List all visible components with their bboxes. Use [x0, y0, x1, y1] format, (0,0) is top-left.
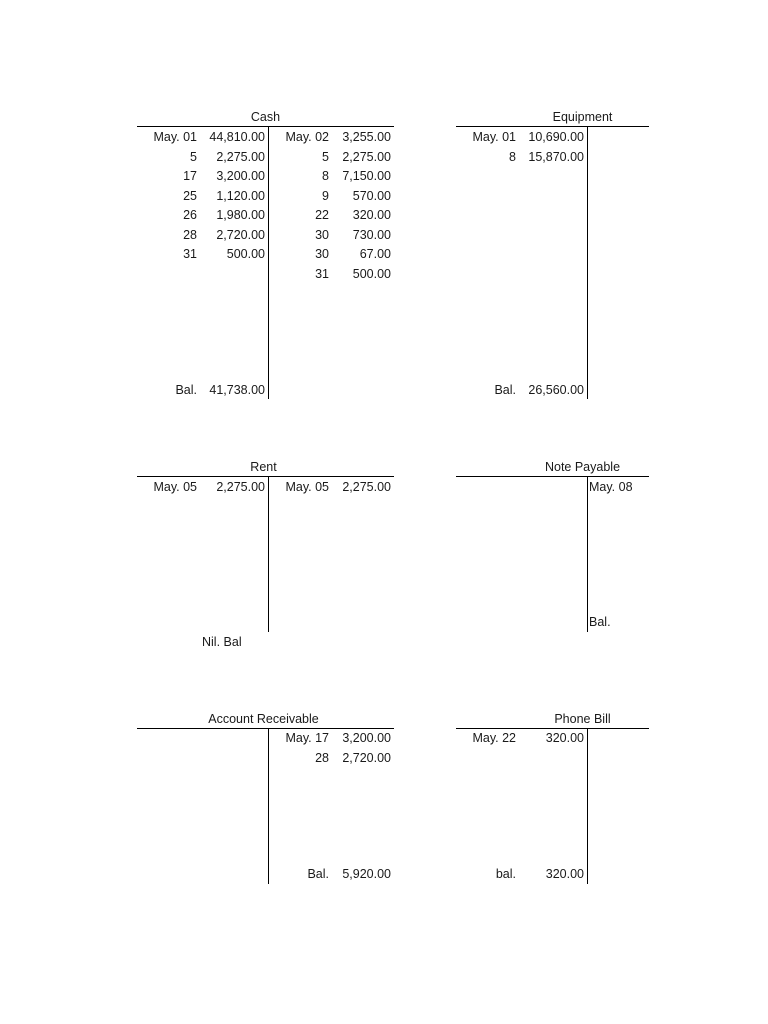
credit-date: May. 05 [285, 480, 329, 494]
t-account-account-receivable [137, 711, 394, 886]
balance-label: Bal. [494, 383, 516, 397]
account-title: Equipment [552, 110, 613, 124]
t-account-center-rule [587, 729, 588, 884]
t-account-top-rule [456, 476, 649, 477]
debit-date: May. 01 [472, 130, 516, 144]
t-account-center-rule [268, 127, 269, 399]
balance-amount: 26,560.00 [528, 383, 584, 397]
credit-amount: 7,150.00 [342, 169, 391, 183]
t-account-center-rule [587, 127, 588, 399]
t-account-center-rule [268, 477, 269, 632]
t-account-note-payable [456, 459, 649, 634]
balance-amount: 41,738.00 [209, 383, 265, 397]
debit-amount: 2,275.00 [216, 149, 265, 164]
credit-date: May. 17 [285, 731, 329, 745]
t-account-rent [137, 459, 394, 634]
credit-date: 9 [322, 188, 329, 203]
credit-amount: 3,200.00 [342, 731, 391, 745]
credit-date: 5 [322, 149, 329, 164]
debit-date: May. 01 [153, 130, 197, 144]
credit-amount: 67.00 [359, 247, 391, 261]
credit-date: 30 [315, 227, 329, 242]
debit-amount: 320.00 [545, 731, 584, 745]
debit-date: 28 [183, 227, 197, 242]
nil-balance-note: Nil. Bal [202, 635, 242, 649]
account-title: Note Payable [544, 460, 621, 474]
t-account-top-rule [137, 476, 394, 477]
credit-date: May. 02 [285, 130, 329, 144]
debit-amount: 15,870.00 [528, 149, 584, 164]
credit-date: 30 [315, 247, 329, 261]
debit-amount: 3,200.00 [216, 169, 265, 183]
balance-label: Bal. [307, 867, 329, 881]
credit-amount: 730.00 [352, 227, 391, 242]
credit-amount: 2,275.00 [342, 149, 391, 164]
debit-amount: 2,720.00 [216, 227, 265, 242]
account-title: Cash [250, 110, 281, 124]
t-account-center-rule [587, 477, 588, 632]
credit-date: 22 [315, 208, 329, 222]
debit-date: 25 [183, 188, 197, 203]
account-title: Phone Bill [554, 712, 611, 726]
credit-amount: 2,720.00 [342, 750, 391, 765]
debit-date: 17 [183, 169, 197, 183]
debit-amount: 10,690.00 [528, 130, 584, 144]
debit-date: May. 22 [472, 731, 516, 745]
debit-amount: 2,275.00 [216, 480, 265, 494]
balance-amount: 5,920.00 [342, 867, 391, 881]
credit-amount: 570.00 [352, 188, 391, 203]
debit-amount: 1,980.00 [216, 208, 265, 222]
balance-label: Bal. [589, 615, 611, 629]
credit-date: May. 08 [589, 480, 633, 494]
debit-date: 5 [190, 149, 197, 164]
debit-date: May. 05 [153, 480, 197, 494]
balance-amount: 320.00 [545, 867, 584, 881]
credit-date: 8 [322, 169, 329, 183]
debit-amount: 500.00 [226, 247, 265, 261]
credit-amount: 2,275.00 [342, 480, 391, 494]
t-account-equipment [456, 109, 649, 401]
credit-amount: 320.00 [352, 208, 391, 222]
credit-amount: 500.00 [352, 266, 391, 281]
t-account-phone-bill [456, 711, 649, 886]
balance-label: bal. [495, 867, 516, 881]
account-title: Rent [250, 460, 277, 474]
t-account-center-rule [268, 729, 269, 884]
balance-label: Bal. [175, 383, 197, 397]
t-account-cash [137, 109, 394, 401]
debit-amount: 44,810.00 [209, 130, 265, 144]
debit-date: 8 [509, 149, 516, 164]
credit-amount: 3,255.00 [342, 130, 391, 144]
credit-date: 31 [315, 266, 329, 281]
debit-date: 26 [183, 208, 197, 222]
t-account-top-rule [137, 126, 394, 127]
account-title: Account Receivable [208, 712, 319, 726]
debit-amount: 1,120.00 [216, 188, 265, 203]
credit-date: 28 [315, 750, 329, 765]
debit-date: 31 [183, 247, 197, 261]
t-account-top-rule [456, 126, 649, 127]
